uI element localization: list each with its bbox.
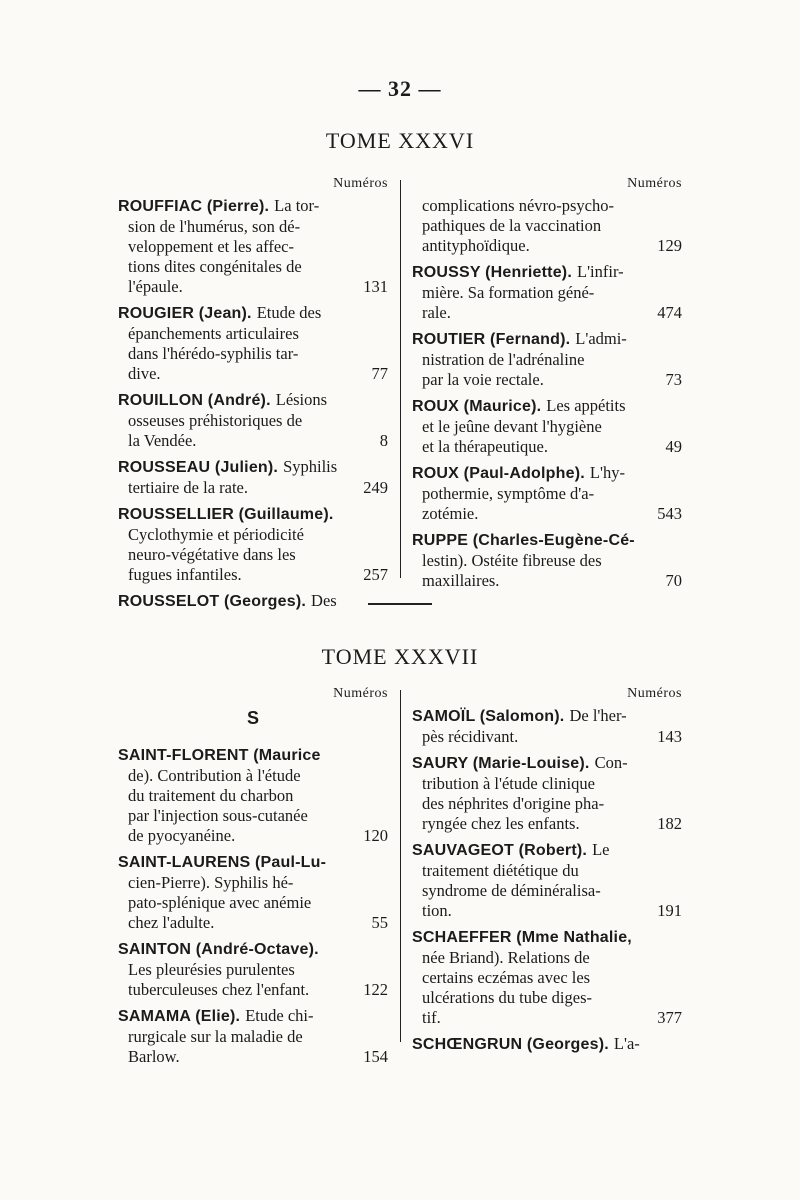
right-column <box>412 686 682 1061</box>
index-entry <box>118 852 388 933</box>
author-name: SCHŒNGRUN (Georges). <box>412 1036 609 1053</box>
entry-text: tertiaire de la rate. <box>128 478 249 497</box>
entry-text: et le jeûne devant l'hygiène <box>422 417 602 436</box>
author-name: ROUGIER (Jean). <box>118 305 252 322</box>
index-entry <box>412 530 682 591</box>
entry-text: Des <box>311 591 337 610</box>
author-name: ROUILLON (André). <box>118 392 271 409</box>
entry-text: ryngée chez les enfants. <box>422 814 580 833</box>
index-entry <box>412 463 682 524</box>
entry-text: dive. <box>128 364 161 383</box>
author-name: SCHAEFFER (Mme Nathalie, <box>412 929 632 946</box>
entry-number: 191 <box>657 901 682 920</box>
entry-text: pathiques de la vaccination <box>422 216 602 235</box>
entry-text: lestin). Ostéite fibreuse des <box>422 551 602 570</box>
entry-number: 154 <box>363 1047 388 1066</box>
entry-text: tribution à l'étude clinique <box>422 774 595 793</box>
entry-text: Syphilis <box>283 457 338 476</box>
column-header: Numéros <box>333 176 388 191</box>
entry-number: 143 <box>657 727 682 746</box>
entry-text: Le <box>592 840 610 859</box>
entry-text: de). Contribution à l'étude <box>128 766 301 785</box>
left-column <box>118 686 388 1073</box>
right-column <box>412 176 682 597</box>
entry-text: La tor- <box>274 196 320 215</box>
entry-text: rurgicale sur la maladie de <box>128 1027 303 1046</box>
index-entry <box>412 753 682 834</box>
index-entry <box>412 706 682 747</box>
entry-text: nistration de l'adrénaline <box>422 350 585 369</box>
author-name: ROUSSELOT (Georges). <box>118 593 307 610</box>
entry-text: Etude des <box>256 303 322 322</box>
index-entry <box>412 396 682 457</box>
column-divider <box>400 180 401 578</box>
entry-text: dans l'hérédo-syphilis tar- <box>128 344 299 363</box>
entry-text: antityphoïdique. <box>422 236 530 255</box>
entry-text: ulcérations du tube diges- <box>422 988 592 1007</box>
entry-text: mière. Sa formation géné- <box>422 283 595 302</box>
entry-text: Etude chi- <box>245 1006 314 1025</box>
entry-text: sion de l'humérus, son dé- <box>128 217 301 236</box>
author-name: ROUSSEAU (Julien). <box>118 459 279 476</box>
index-entry <box>118 745 388 846</box>
tome-section-2 <box>118 686 682 1066</box>
entry-text: L'a- <box>613 1034 640 1053</box>
entry-text: née Briand). Relations de <box>422 948 590 967</box>
index-entry <box>412 329 682 390</box>
author-name: ROUFFIAC (Pierre). <box>118 198 270 215</box>
index-entry <box>118 1006 388 1067</box>
entry-number: 55 <box>371 913 388 932</box>
entry-text: L'admi- <box>575 329 627 348</box>
author-name: SAURY (Marie-Louise). <box>412 755 590 772</box>
author-name: ROUX (Paul-Adolphe). <box>412 465 585 482</box>
entry-text: tif. <box>422 1008 441 1027</box>
author-name: SAMAMA (Elie). <box>118 1008 241 1025</box>
entry-number: 77 <box>371 364 388 383</box>
entry-text: de pyocyanéine. <box>128 826 236 845</box>
entry-text: et la thérapeutique. <box>422 437 548 456</box>
entry-number: 543 <box>657 504 682 523</box>
column-header: Numéros <box>627 176 682 191</box>
entry-number: 474 <box>657 303 682 322</box>
entry-text: épanchements articulaires <box>128 324 299 343</box>
index-entry <box>412 262 682 323</box>
entry-text: la Vendée. <box>128 431 197 450</box>
entry-text: syndrome de déminéralisa- <box>422 881 601 900</box>
entry-number: 131 <box>363 277 388 296</box>
index-entry <box>118 457 388 498</box>
entry-text: du traitement du charbon <box>128 786 294 805</box>
entry-text: Con- <box>594 753 628 772</box>
author-name: ROUTIER (Fernand). <box>412 331 571 348</box>
author-name: ROUSSELLIER (Guillaume). <box>118 506 334 523</box>
entry-number: 49 <box>665 437 682 456</box>
author-name: SAINT-LAURENS (Paul-Lu- <box>118 854 327 871</box>
entry-text: tuberculeuses chez l'enfant. <box>128 980 310 999</box>
entry-text: certains eczémas avec les <box>422 968 591 987</box>
entry-text: osseuses préhistoriques de <box>128 411 303 430</box>
entry-text: Les pleurésies purulentes <box>128 960 295 979</box>
entry-number: 182 <box>657 814 682 833</box>
entry-text: des néphrites d'origine pha- <box>422 794 605 813</box>
entry-text: l'épaule. <box>128 277 183 296</box>
author-name: ROUSSY (Henriette). <box>412 264 572 281</box>
entry-text: De l'her- <box>569 706 627 725</box>
index-entry <box>412 1034 682 1055</box>
entry-number: 120 <box>363 826 388 845</box>
entry-text: rale. <box>422 303 451 322</box>
column-header: Numéros <box>627 686 682 701</box>
index-entry <box>118 591 388 612</box>
entry-text: tions dites congénitales de <box>128 257 302 276</box>
entry-number: 122 <box>363 980 388 999</box>
entry-text: pothermie, symptôme d'a- <box>422 484 595 503</box>
tome-section-1 <box>118 176 682 610</box>
index-entry <box>118 303 388 384</box>
entry-text: Barlow. <box>128 1047 180 1066</box>
entry-text: neuro-végétative dans les <box>128 545 296 564</box>
index-entry <box>412 196 682 256</box>
index-entry <box>118 390 388 451</box>
page-number: — 32 — <box>358 76 442 101</box>
entry-number: 73 <box>665 370 682 389</box>
entry-text: pès récidivant. <box>422 727 519 746</box>
tome-title-2: TOME XXXVII <box>321 644 479 669</box>
entry-text: L'hy- <box>589 463 625 482</box>
author-name: SAINT-FLORENT (Maurice <box>118 747 321 764</box>
author-name: RUPPE (Charles-Eugène-Cé- <box>412 532 635 549</box>
tome-title-1: TOME XXXVI <box>325 128 475 153</box>
entry-text: Les appétits <box>546 396 626 415</box>
entry-text: L'infir- <box>576 262 624 281</box>
section-divider <box>368 603 432 605</box>
letter-heading: S <box>246 708 259 728</box>
entry-text: Cyclothymie et périodicité <box>128 525 304 544</box>
entry-number: 129 <box>657 236 682 255</box>
entry-text: complications névro-psycho- <box>422 196 614 215</box>
column-divider <box>400 690 401 1042</box>
entry-text: pato-splénique avec anémie <box>128 893 312 912</box>
entry-text: traitement diététique du <box>422 861 579 880</box>
author-name: SAUVAGEOT (Robert). <box>412 842 588 859</box>
entry-number: 257 <box>363 565 388 584</box>
entry-number: 377 <box>657 1008 682 1027</box>
entry-text: fugues infantiles. <box>128 565 242 584</box>
index-entry <box>118 196 388 297</box>
entry-number: 249 <box>363 478 388 497</box>
entry-text: zotémie. <box>422 504 479 523</box>
author-name: SAINTON (André-Octave). <box>118 941 319 958</box>
column-header: Numéros <box>333 686 388 701</box>
entry-text: chez l'adulte. <box>128 913 215 932</box>
index-entry <box>118 939 388 1000</box>
author-name: SAMOÏL (Salomon). <box>412 708 565 725</box>
entry-text: maxillaires. <box>422 571 500 590</box>
entry-text: tion. <box>422 901 452 920</box>
entry-text: cien-Pierre). Syphilis hé- <box>128 873 294 892</box>
entry-text: par l'injection sous-cutanée <box>128 806 308 825</box>
author-name: ROUX (Maurice). <box>412 398 542 415</box>
entry-text: veloppement et les affec- <box>128 237 294 256</box>
entry-text: par la voie rectale. <box>422 370 544 389</box>
entry-number: 70 <box>665 571 682 590</box>
left-column <box>118 176 388 618</box>
entry-text: Lésions <box>275 390 328 409</box>
index-entry <box>412 927 682 1028</box>
entry-number: 8 <box>379 431 388 450</box>
index-entry <box>118 504 388 585</box>
index-entry <box>412 840 682 921</box>
